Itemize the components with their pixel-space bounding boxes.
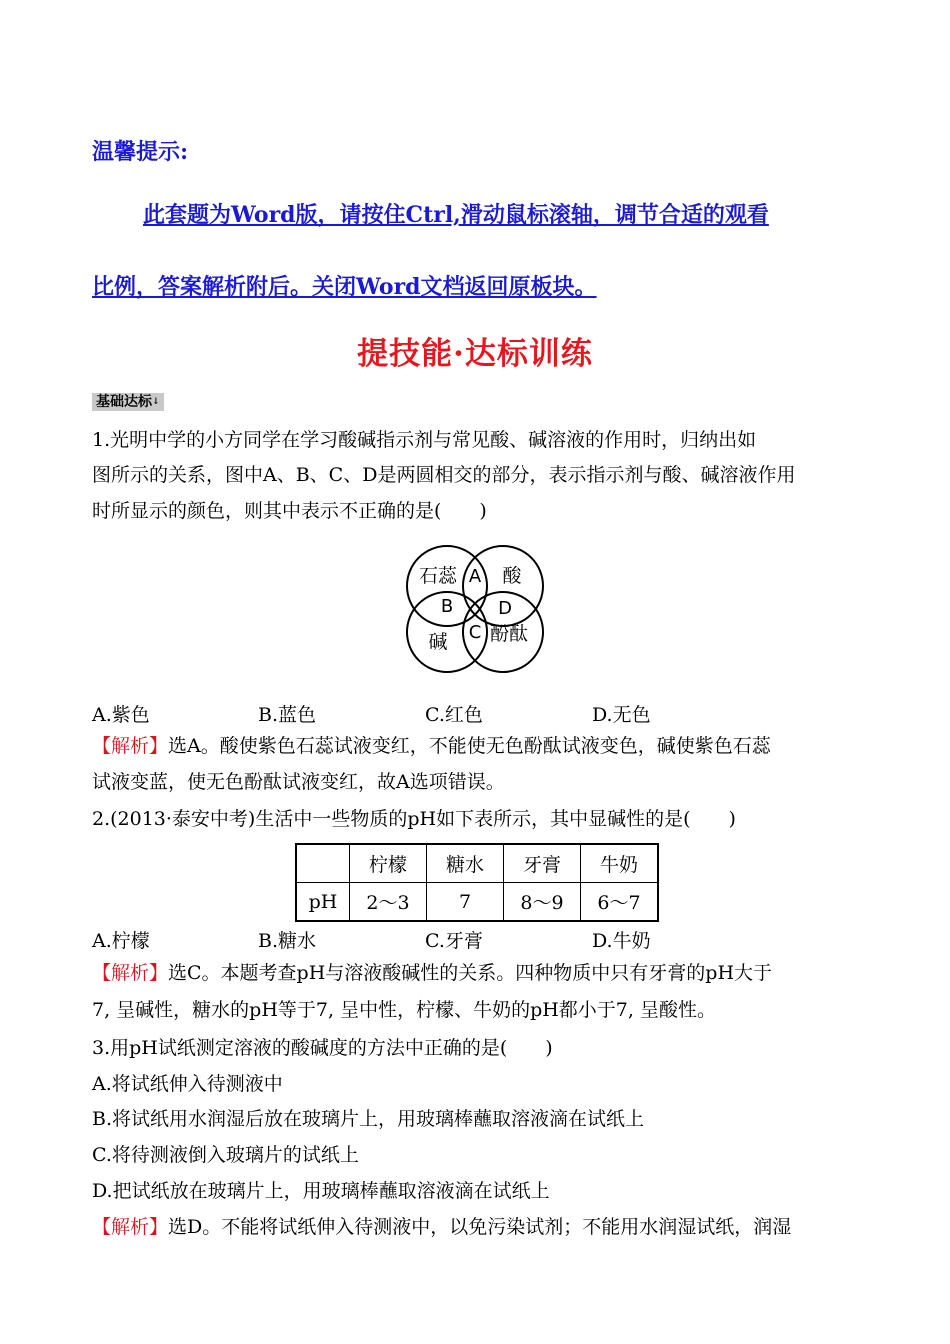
ph-table — [295, 843, 659, 922]
region-b: B — [440, 596, 454, 617]
page-title: 提技能·达标训练 — [357, 336, 593, 372]
q2-option-a: A.柠檬 — [92, 930, 150, 952]
q1-option-c: C.红色 — [425, 704, 483, 726]
analysis-text: 选C。本题考查pH与溶液酸碱性的关系。四种物质中只有牙膏的pH大于 — [168, 962, 773, 984]
analysis-text: 选D。不能将试纸伸入待测液中，以免污染试剂；不能用水润湿试纸，润湿 — [168, 1216, 792, 1238]
table-cell: 柠檬 — [350, 844, 427, 883]
table-cell: 糖水 — [427, 844, 504, 883]
section-tag — [92, 393, 164, 411]
label-base: 碱 — [428, 631, 448, 653]
q1-line-1: 1.光明中学的小方同学在学习酸碱指示剂与常见酸、碱溶液的作用时，归纳出如 — [92, 429, 757, 451]
q1-line-3: 时所显示的颜色，则其中表示不正确的是( ) — [92, 500, 487, 522]
q1-analysis-line-2: 试液变蓝，使无色酚酞试液变红，故A选项错误。 — [92, 771, 505, 793]
analysis-tag: 【解析】 — [92, 1216, 169, 1238]
q3-stem: 3.用pH试纸测定溶液的酸碱度的方法中正确的是( ) — [92, 1037, 553, 1059]
table-row — [296, 883, 658, 922]
tip-line-1: 此套题为Word版，请按住Ctrl,滑动鼠标滚轴，调节合适的观看 — [143, 202, 769, 228]
section-label: 基础达标 — [96, 394, 152, 410]
q1-option-b: B.蓝色 — [258, 704, 317, 726]
table-cell: 8～9 — [504, 883, 581, 922]
q2-stem: 2.(2013·泰安中考)生活中一些物质的pH如下表所示，其中显碱性的是( ) — [92, 808, 736, 830]
table-cell: 2～3 — [350, 883, 427, 922]
label-litmus: 石蕊 — [418, 565, 458, 587]
table-cell: 牛奶 — [581, 844, 659, 883]
analysis-text: 选A。酸使紫色石蕊试液变红，不能使无色酚酞试液变色，碱使紫色石蕊 — [168, 735, 771, 757]
q1-option-d: D.无色 — [592, 704, 651, 726]
q3-option-a: A.将试纸伸入待测液中 — [92, 1073, 283, 1095]
venn-diagram — [395, 540, 555, 680]
q2-analysis-line-2: 7, 呈碱性，糖水的pH等于7, 呈中性，柠檬、牛奶的pH都小于7, 呈酸性。 — [92, 999, 716, 1021]
table-cell: 牙膏 — [504, 844, 581, 883]
q2-option-b: B.糖水 — [258, 930, 317, 952]
q1-analysis-line-1 — [92, 729, 771, 763]
region-a: A — [468, 566, 482, 587]
tip-line-2: 比例，答案解析附后。关闭Word文档返回原板块。 — [92, 274, 597, 300]
table-cell: 6～7 — [581, 883, 659, 922]
table-row — [296, 844, 658, 883]
q1-option-a: A.紫色 — [92, 704, 150, 726]
down-arrow-icon: ↓ — [152, 397, 160, 407]
table-cell: pH — [296, 883, 350, 922]
label-acid: 酸 — [502, 565, 522, 587]
analysis-tag: 【解析】 — [92, 962, 169, 984]
q3-option-d: D.把试纸放在玻璃片上，用玻璃棒蘸取溶液滴在试纸上 — [92, 1180, 550, 1202]
q2-option-c: C.牙膏 — [425, 930, 483, 952]
q3-option-c: C.将待测液倒入玻璃片的试纸上 — [92, 1144, 359, 1166]
q2-option-d: D.牛奶 — [592, 930, 651, 952]
table-cell: 7 — [427, 883, 504, 922]
region-d: D — [498, 598, 512, 619]
q2-analysis-line-1 — [92, 956, 772, 990]
q1-line-2: 图所示的关系，图中A、B、C、D是两圆相交的部分，表示指示剂与酸、碱溶液作用 — [92, 464, 796, 486]
q3-option-b: B.将试纸用水润湿后放在玻璃片上，用玻璃棒蘸取溶液滴在试纸上 — [92, 1108, 645, 1130]
tip-title: 温馨提示: — [92, 139, 189, 165]
region-c: C — [468, 622, 482, 643]
q3-analysis-line-1 — [92, 1210, 791, 1244]
analysis-tag: 【解析】 — [92, 735, 169, 757]
label-phenolphthalein: 酚酞 — [489, 623, 529, 645]
table-cell — [296, 844, 350, 883]
